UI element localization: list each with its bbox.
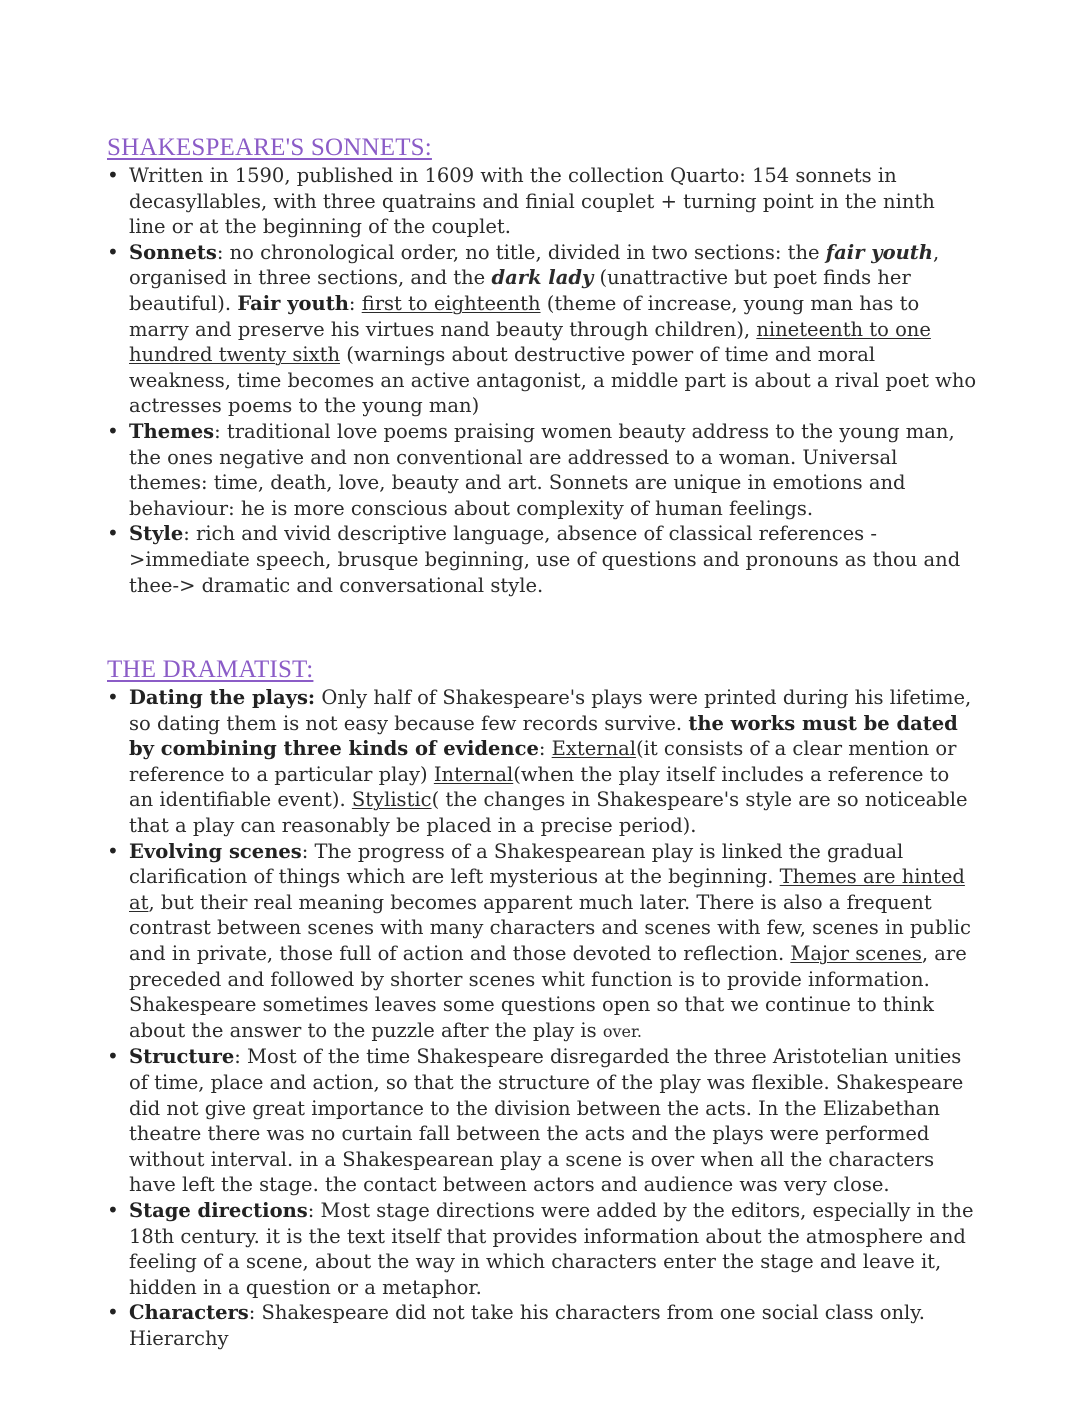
item-text: (warnings about destructive power of time and moral weakness, time becomes an active antagonist, a middle part is about a rival poet who actresses poems to the young man) [129, 343, 977, 418]
dark-lady-term: dark lady [491, 266, 594, 290]
item-text: : Shakespeare did not take his characters from one social class only. Hierarchy [129, 1301, 925, 1350]
list-item [107, 839, 977, 1045]
list-item [107, 240, 977, 419]
item-text: (unattractive but poet finds her beautiful). [129, 266, 911, 315]
item-text: : no chronological order, no title, divided in two sections: the [216, 240, 826, 264]
fair-youth-term: fair youth [825, 240, 933, 264]
item-text: : Most of the time Shakespeare disregarded the three Aristotelian unities of time, place and action, so that the structure of the play was flexible. Shakespeare did not give great importance to the division between the acts. In the Elizabethan theatre there was no curtain fall between the acts and the plays were performed without interval. in a Shakespearean play a scene is over when all the characters have left the stage. the contact between actors and audience was very close. [129, 1045, 964, 1197]
list-item [107, 685, 977, 839]
section-heading-sonnets: SHAKESPEARE'S SONNETS: [107, 134, 432, 161]
item-label: Dating the plays: [129, 686, 316, 710]
underlined-phrase: External [551, 737, 637, 761]
item-text: , are preceded and followed by shorter scenes whit function is to provide information. Shakespeare sometimes leaves some questions open so that we continue to think about the answer to the puzzle after the play is [129, 942, 967, 1042]
item-text: : Most stage directions were added by the editors, especially in the 18th century. it is the text itself that provides information about the atmosphere and feeling of a scene, about the way in which characters enter the stage and leave it, hidden in a question or a metaphor. [129, 1198, 974, 1299]
underlined-phrase: Internal [433, 762, 514, 786]
item-text: : The progress of a Shakespearean play is linked the gradual clarification of things which are left mysterious at the beginning. [129, 839, 904, 889]
item-text: : rich and vivid descriptive language, absence of classical references ->immediate speech, brusque beginning, use of questions and pronouns as thou and thee-> dramatic and conversational style. [129, 522, 961, 597]
list-item [107, 163, 977, 240]
item-text: (theme of increase, young man has to marry and preserve his virtues nand beauty through children), [129, 291, 920, 341]
item-label: Stage directions [129, 1198, 308, 1222]
item-label: Themes [129, 419, 215, 443]
item-label: Sonnets [129, 240, 217, 264]
item-text: : [348, 291, 362, 315]
item-text: Only half of Shakespeare's plays were printed during his lifetime, so dating them is not easy because few records survive. [129, 686, 972, 735]
item-text: (it consists of a clear mention or reference to a particular play) [129, 737, 957, 786]
list-item [107, 521, 977, 598]
item-label: Evolving scenes [129, 839, 302, 863]
underlined-phrase: Major scenes [790, 942, 922, 966]
bold-phrase: the works must be dated by combining three kinds of evidence [129, 711, 958, 761]
item-text: (when the play itself includes a reference to an identifiable event). [129, 762, 950, 812]
section-heading-dramatist: THE DRAMATIST: [107, 656, 314, 684]
item-text: ( the changes in Shakespeare's style are so noticeable that a play can reasonably be placed in a precise period). [129, 788, 968, 838]
underlined-phrase: Stylistic [351, 788, 432, 812]
sonnets-list [107, 163, 977, 598]
item-text: , organised in three sections, and the [129, 240, 940, 290]
underlined-phrase: nineteenth to one hundred twenty sixth [129, 317, 931, 367]
list-item [107, 1044, 977, 1198]
list-item [107, 1198, 977, 1300]
document-page [107, 133, 977, 1352]
list-item [107, 1300, 977, 1351]
item-text: : [538, 737, 552, 761]
item-label: Style [129, 522, 184, 546]
item-text: : traditional love poems praising women beauty address to the young man, the ones negative and non conventional are addressed to a woman. Universal themes: time, death, love, beauty and art. Sonnets are unique in emotions and behaviour: he is more conscious about complexity of human feelings. [129, 419, 955, 520]
fair-youth-label: Fair youth [237, 291, 349, 315]
dramatist-list [107, 685, 977, 1351]
item-label: Characters [129, 1301, 249, 1325]
list-item [107, 419, 977, 521]
item-text: over. [602, 1021, 642, 1041]
underlined-phrase: Themes are hinted at [129, 865, 965, 914]
underlined-phrase: first to eighteenth [361, 291, 541, 315]
item-text: Written in 1590, published in 1609 with the collection Quarto: 154 sonnets in decasyllables, with three quatrains and finial couplet + turning point in the ninth line or at the beginning of the couplet. [129, 164, 935, 239]
item-text: , but their real meaning becomes apparent much later. There is also a frequent contrast between scenes with many characters and scenes with few, scenes in public and in private, those full of action and those devoted to reflection. [129, 890, 971, 966]
item-label: Structure [129, 1045, 235, 1069]
